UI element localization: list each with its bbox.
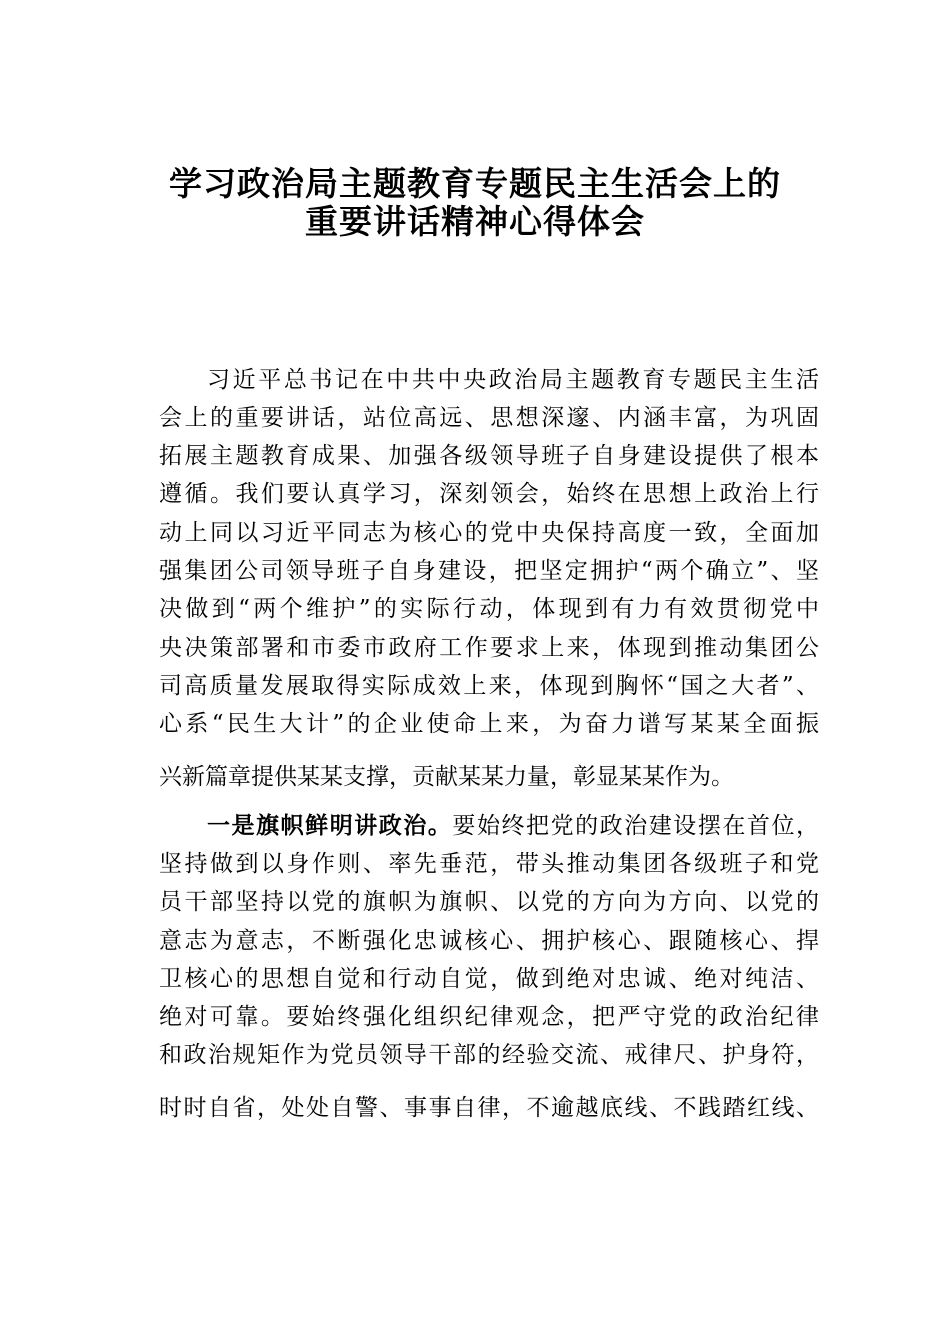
paragraph-1-line: 动上同以习近平同志为核心的党中央保持高度一致，全面加: [159, 520, 819, 546]
paragraph-2-line: 和政治规矩作为党员领导干部的经验交流、戒律尺、护身符，: [159, 1042, 819, 1068]
paragraph-1-line: 决做到“两个维护”的实际行动，体现到有力有效贯彻党中: [159, 596, 819, 622]
paragraph-1-line: 会上的重要讲话，站位高远、思想深邃、内涵丰富，为巩固: [159, 405, 819, 431]
paragraph-1-line: 心系“民生大计”的企业使命上来，为奋力谱写某某全面振: [159, 711, 819, 737]
paragraph-1-line: 习近平总书记在中共中央政治局主题教育专题民主生活: [207, 367, 819, 393]
paragraph-1-line: 司高质量发展取得实际成效上来，体现到胸怀“国之大者”、: [159, 673, 819, 699]
paragraph-2-lead: 一是旗帜鲜明讲政治。: [207, 813, 453, 839]
paragraph-1-line: 兴新篇章提供某某支撑，贡献某某力量，彰显某某作为。: [159, 764, 734, 790]
paragraph-2-line: 卫核心的思想自觉和行动自觉，做到绝对忠诚、绝对纯洁、: [159, 966, 819, 992]
paragraph-2-line: 时时自省，处处自警、事事自律，不逾越底线、不践踏红线、: [159, 1095, 819, 1121]
paragraph-2-line: 意志为意志，不断强化忠诚核心、拥护核心、跟随核心、捍: [159, 928, 819, 954]
paragraph-1-line: 遵循。我们要认真学习，深刻领会，始终在思想上政治上行: [159, 481, 819, 507]
paragraph-2-line: 坚持做到以身作则、率先垂范，带头推动集团各级班子和党: [159, 851, 819, 877]
paragraph-2-first-line: [207, 811, 819, 841]
document-title-line-1: 学习政治局主题教育专题民主生活会上的: [169, 164, 781, 203]
paragraph-1-line: 强集团公司领导班子自身建设，把坚定拥护“两个确立”、坚: [159, 558, 819, 584]
paragraph-2-first-rest: 要始终把党的政治建设摆在首位，: [452, 813, 819, 839]
paragraph-1-line: 拓展主题教育成果、加强各级领导班子自身建设提供了根本: [159, 443, 819, 469]
paragraph-2-line: 绝对可靠。要始终强化组织纪律观念，把严守党的政治纪律: [159, 1004, 819, 1030]
paragraph-1-line: 央决策部署和市委市政府工作要求上来，体现到推动集团公: [159, 635, 819, 661]
document-title-line-2: 重要讲话精神心得体会: [305, 202, 645, 241]
paragraph-2-line: 员干部坚持以党的旗帜为旗帜、以党的方向为方向、以党的: [159, 889, 819, 915]
